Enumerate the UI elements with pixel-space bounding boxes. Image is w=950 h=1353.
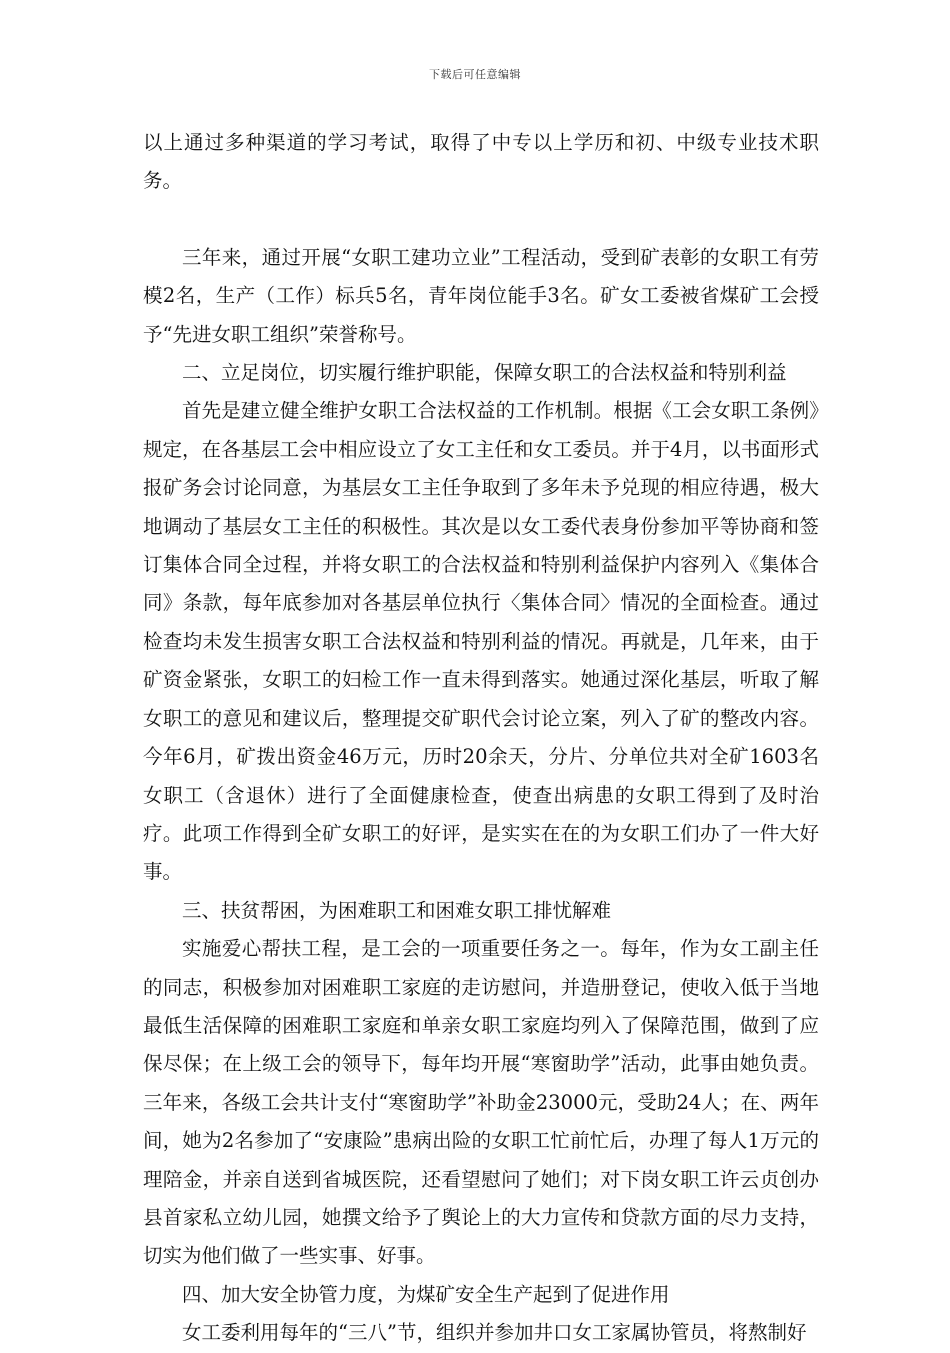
section-heading-2: 二、立足岗位，切实履行维护职能，保障女职工的合法权益和特别利益 [182,361,787,385]
section-heading-4: 四、加大安全协管力度，为煤矿安全生产起到了促进作用 [182,1282,670,1306]
paragraph-poverty-relief: 实施爱心帮扶工程，是工会的一项重要任务之一。每年，作为女工副主任的同志，积极参加对困难职工家庭的走访慰问，并造册登记，使收入低于当地最低生活保障的困难职工家庭和单亲女职工家庭均列入了保障范围，做到了应保尽保；在上级工会的领导下，每年均开展“寒窗助学”活动，此事由她负责。三年来，各级工会共计支付“寒窗助学”补助金23000元，受助24人；在、两年间，她为2名参加了“安康险”患病出险的女职工忙前忙后，办理了每人1万元的理陪金，并亲自送到省城医院，还看望慰问了她们；对下岗女职工许云贞创办县首家私立幼儿园，她撰文给予了舆论上的大力宣传和贷款方面的尽力支持，切实为他们做了一些实事、好事。 [143,937,819,1268]
paragraph-continuation: 以上通过多种渠道的学习考试，取得了中专以上学历和初、中级专业技术职务。 [143,131,819,193]
section-heading-3: 三、扶贫帮困，为困难职工和困难女职工排忧解难 [182,898,612,922]
document-body [143,124,819,1353]
paragraph-achievements: 三年来，通过开展“女职工建功立业”工程活动，受到矿表彰的女职工有劳模2名，生产（工作）标兵5名，青年岗位能手3名。矿女工委被省煤矿工会授予“先进女职工组织”荣誉称号。 [143,245,819,346]
paragraph-safety: 女工委利用每年的“三八”节，组织并参加井口女工家属协管员，将熬制好 [182,1321,807,1345]
header-note: 下载后可任意编辑 [429,68,521,81]
paragraph-rights-protection: 首先是建立健全维护女职工合法权益的工作机制。根据《工会女职工条例》规定，在各基层工会中相应设立了女工主任和女工委员。并于4月，以书面形式报矿务会讨论同意，为基层女工主任争取到了多年未予兑现的相应待遇，极大地调动了基层女工主任的积极性。其次是以女工委代表身份参加平等协商和签订集体合同全过程，并将女职工的合法权益和特别利益保护内容列入《集体合同》条款，每年底参加对各基层单位执行〈集体合同〉情况的全面检查。通过检查均未发生损害女职工合法权益和特别利益的情况。再就是，几年来，由于矿资金紧张，女职工的妇检工作一直未得到落实。她通过深化基层，听取了解女职工的意见和建议后，整理提交矿职代会讨论立案，列入了矿的整改内容。今年6月，矿拨出资金46万元，历时20余天，分片、分单位共对全矿1603名女职工（含退休）进行了全面健康检查，使查出病患的女职工得到了及时治疗。此项工作得到全矿女职工的好评，是实实在在的为女职工们办了一件大好事。 [143,399,819,884]
